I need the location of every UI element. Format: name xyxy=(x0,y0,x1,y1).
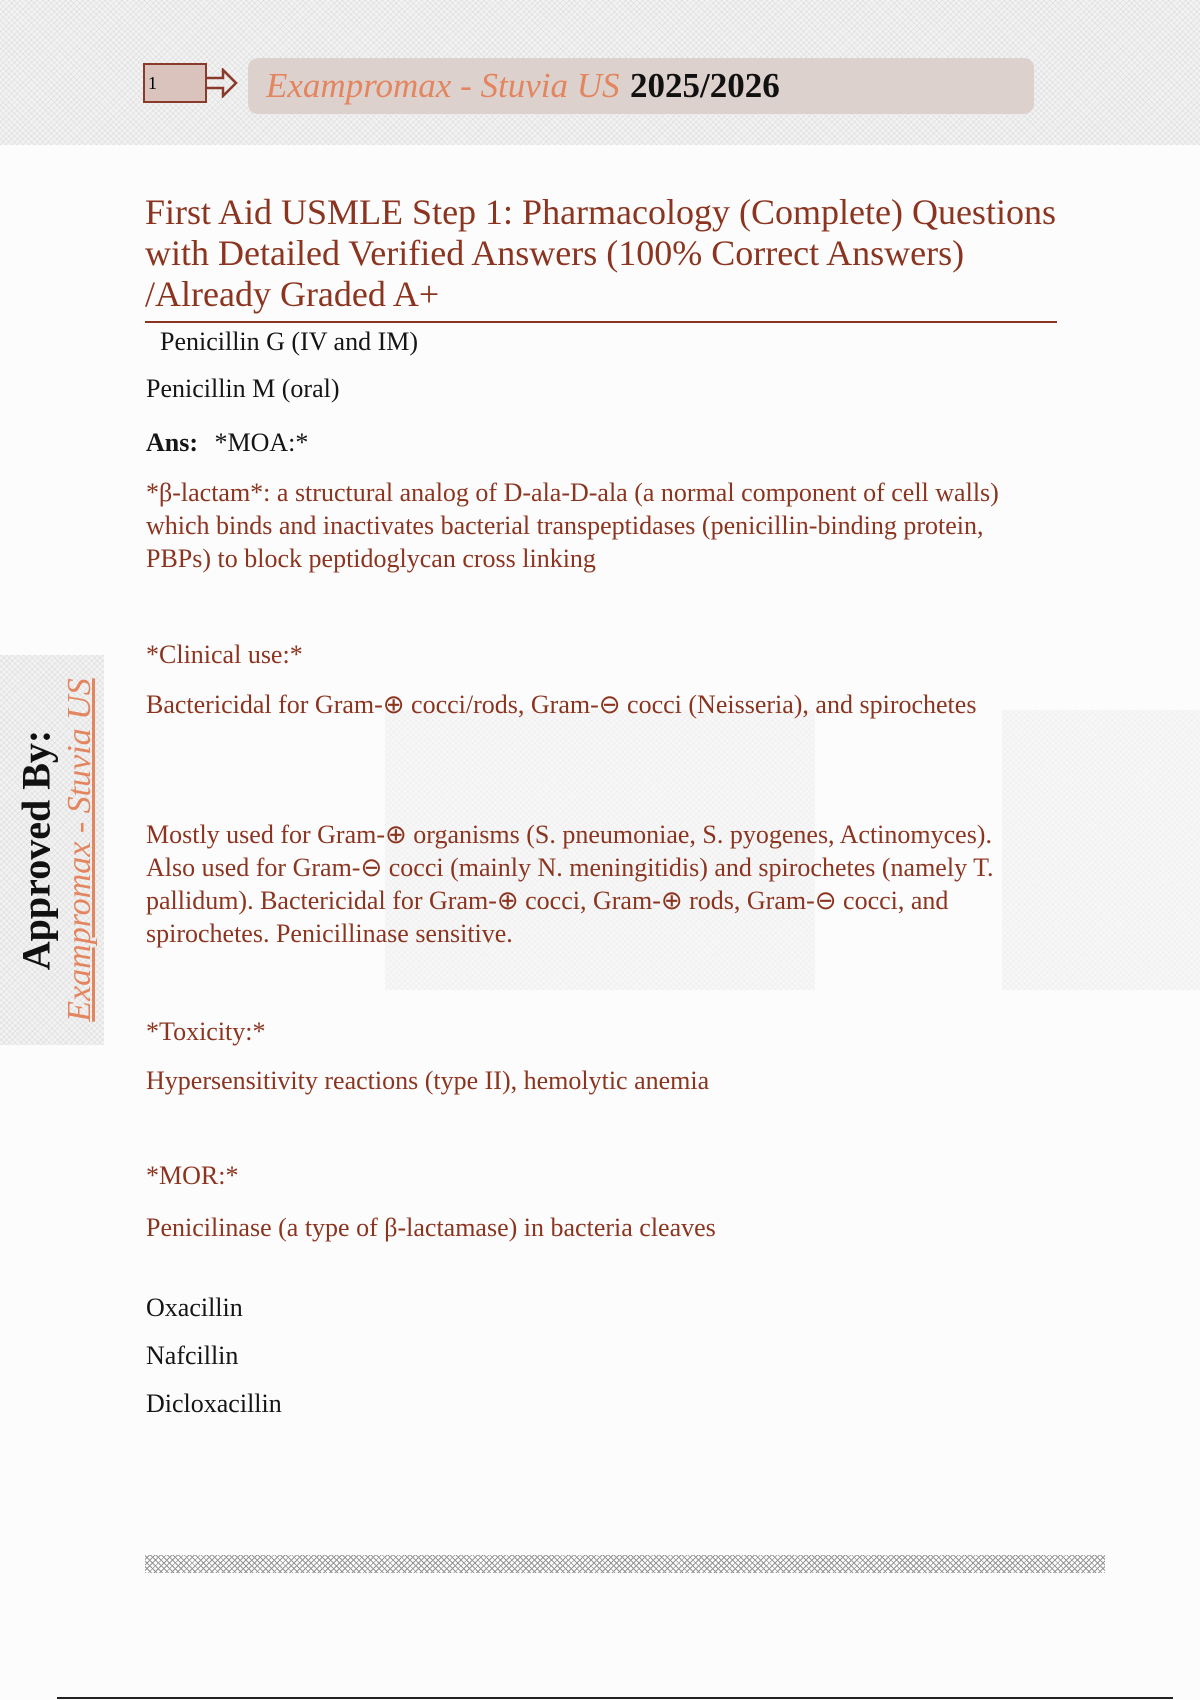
clinical-use-text: Bactericidal for Gram-⊕ cocci/rods, Gram-⊖ cocci (Neisseria), and spirochetes xyxy=(146,690,977,719)
side-approved-label: Approved By: xyxy=(13,729,59,971)
next-question-line: Oxacillin xyxy=(146,1293,243,1322)
moa-text: *β-lactam*: a structural analog of D-ala-D-ala (a normal component of cell walls) which binds and inactivates bacterial transpeptidases (penicillin-binding protein, PBPs) to block peptidoglycan cross linking xyxy=(146,478,999,573)
page-bottom-rule xyxy=(57,1697,1173,1699)
arrow-right-icon xyxy=(206,68,238,98)
answer-label: Ans: xyxy=(146,428,199,457)
clinical-use-heading: *Clinical use:* xyxy=(146,640,303,669)
side-brand-link[interactable]: Exampromax - Stuvia US xyxy=(61,678,98,1022)
document-title: First Aid USMLE Step 1: Pharmacology (Complete) Questions with Detailed Verified Answers (100% Correct Answers) /Already Graded A+ xyxy=(145,192,1056,314)
answer-moa-line xyxy=(146,428,308,458)
moa-heading: *MOA:* xyxy=(214,428,309,457)
question-line: Penicillin M (oral) xyxy=(146,374,340,403)
mor-heading: *MOR:* xyxy=(146,1161,239,1190)
question-line: Penicillin G (IV and IM) xyxy=(160,327,419,356)
page-number: 1 xyxy=(148,73,157,93)
toxicity-text: Hypersensitivity reactions (type II), hemolytic anemia xyxy=(146,1066,710,1095)
header-year: 2025/2026 xyxy=(630,66,780,105)
title-underline xyxy=(145,321,1057,323)
page-number-box xyxy=(143,63,207,103)
bottom-divider xyxy=(145,1555,1105,1573)
mor-text: Penicilinase (a type of β-lactamase) in bacteria cleaves xyxy=(146,1213,716,1242)
next-question-line: Dicloxacillin xyxy=(146,1389,282,1418)
clinical-use-text-detail: Mostly used for Gram-⊕ organisms (S. pneumoniae, S. pyogenes, Actinomyces). Also used for Gram-⊖ cocci (mainly N. meningitidis) and spirochetes (namely T. pallidum). Bactericidal for Gram-⊕ cocci, Gram-⊕ rods, Gram-⊖ cocci, and spirochetes. Penicillinase sensitive. xyxy=(146,820,994,948)
toxicity-heading: *Toxicity:* xyxy=(146,1017,266,1046)
next-question-line: Nafcillin xyxy=(146,1341,239,1370)
header-brand: Exampromax - Stuvia US xyxy=(266,66,620,105)
